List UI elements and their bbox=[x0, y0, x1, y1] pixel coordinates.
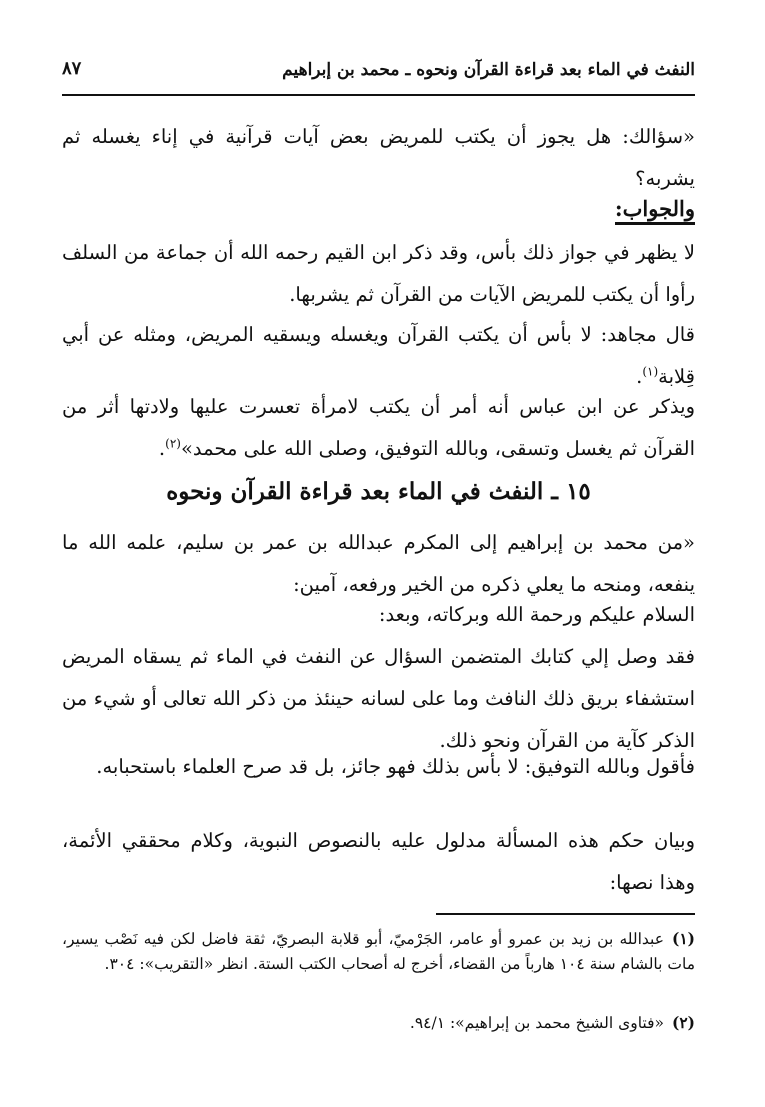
footnote-divider bbox=[436, 913, 695, 915]
answer-paragraph-3-text: ويذكر عن ابن عباس أنه أمر أن يكتب لامرأة تعسرت عليها ولادتها أثر من القرآن ثم يغسل وتسقى، وبالله التوفيق، وصلى الله على محمد» bbox=[62, 395, 695, 460]
footnote-1 bbox=[62, 926, 695, 977]
running-header-title: النفث في الماء بعد قراءة القرآن ونحوه ـ محمد بن إبراهيم bbox=[282, 60, 695, 80]
answer-paragraph-2-end: . bbox=[636, 365, 643, 388]
answer-paragraph-3 bbox=[62, 386, 695, 470]
answer-label bbox=[615, 196, 695, 221]
answer-paragraph-2-text: قال مجاهد: لا بأس أن يكتب القرآن ويغسله ويسقيه المريض، ومثله عن أبي قِلابة bbox=[62, 323, 695, 388]
footnote-1-number: (١) bbox=[671, 929, 695, 948]
footnote-ref-2[interactable]: (٢) bbox=[165, 436, 181, 451]
section-paragraph-5: وبيان حكم هذه المسألة مدلول عليه بالنصوص النبوية، وكلام محققي الأئمة، وهذا نصها: bbox=[62, 829, 695, 894]
section-paragraph-1: «من محمد بن إبراهيم إلى المكرم عبدالله بن عمر بن سليم، علمه الله ما ينفعه، ومنحه ما يعلي ذكره من الخير ورفعه، آمين: bbox=[62, 531, 695, 596]
footnote-1-text: عبدالله بن زيد بن عمرو أو عامر، الجَرْميّ، أبو قلابة البصريّ، ثقة فاضل لكن فيه نَصْب يسير، مات بالشام سنة ١٠٤ هارباً من القضاء، أخرج له أصحاب الكتب الستة. انظر «التقريب»: ٣٠٤. bbox=[62, 930, 695, 973]
footnote-2-text: «فتاوى الشيخ محمد بن إبراهيم»: ٩٤/١. bbox=[409, 1014, 664, 1032]
section-paragraph-2: السلام عليكم ورحمة الله وبركاته، وبعد: bbox=[378, 603, 695, 626]
page-number: ٨٧ bbox=[62, 58, 82, 79]
running-header bbox=[62, 56, 695, 90]
answer-paragraph-1: لا يظهر في جواز ذلك بأس، وقد ذكر ابن القيم رحمه الله أن جماعة من السلف رأوا أن يكتب للمريض الآيات من القرآن ثم يشربها. bbox=[62, 241, 695, 306]
section-paragraph-3: فقد وصل إلي كتابك المتضمن السؤال عن النفث في الماء ثم يسقاه المريض استشفاء بريق ذلك النافث وما على لسانه حينئذ من ذكر الله تعالى أو شيء من الذكر كآية من القرآن ونحو ذلك. bbox=[62, 645, 695, 752]
question-paragraph: «سؤالك: هل يجوز أن يكتب للمريض بعض آيات قرآنية في إناء يغسله ثم يشربه؟ bbox=[62, 125, 695, 190]
answer-label-text: والجواب: bbox=[615, 196, 695, 225]
answer-paragraph-3-end: . bbox=[158, 437, 166, 460]
header-divider bbox=[62, 94, 695, 96]
section-title: ١٥ ـ النفث في الماء بعد قراءة القرآن ونحوه bbox=[166, 478, 591, 505]
footnote-2 bbox=[62, 1010, 695, 1036]
footnote-ref-1[interactable]: (١) bbox=[642, 364, 659, 379]
footnote-2-number: (٢) bbox=[671, 1013, 695, 1032]
section-paragraph-4: فأقول وبالله التوفيق: لا بأس بذلك فهو جائز، بل قد صرح العلماء باستحبابه. bbox=[96, 755, 695, 778]
